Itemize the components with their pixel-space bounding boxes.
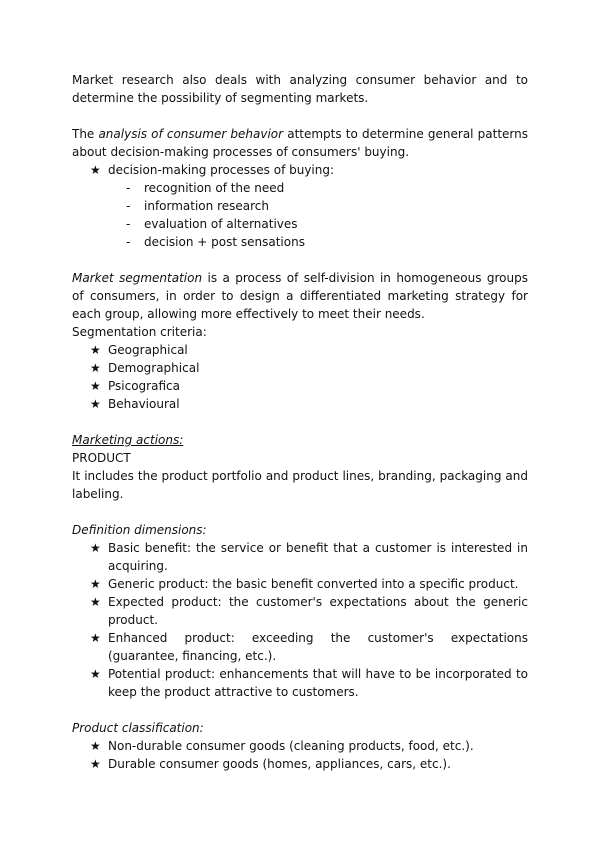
list-item: - decision + post sensations	[126, 235, 305, 249]
dash-bullet-icon: -	[126, 217, 131, 231]
dash-bullet-icon: -	[126, 235, 131, 249]
list-item: ★ decision-making processes of buying:	[90, 163, 335, 177]
list-item: - recognition of the need	[126, 181, 285, 195]
product-description: It includes the product portfolio and product lines, branding, packaging and labeling.	[72, 469, 528, 501]
dash-bullet-icon: -	[126, 199, 131, 213]
star-bullet-icon: ★	[90, 343, 101, 357]
list-item: ★ Generic product: the basic benefit converted into a specific product.	[90, 577, 519, 591]
decision-list	[72, 161, 528, 179]
list-item: ★ Durable consumer goods (homes, appliances, cars, etc.).	[90, 757, 451, 771]
list-item: - information research	[126, 199, 269, 213]
dash-bullet-icon: -	[126, 181, 131, 195]
list-item: - evaluation of alternatives	[126, 217, 298, 231]
star-bullet-icon: ★	[90, 595, 101, 609]
intro-paragraph: Market research also deals with analyzing consumer behavior and to determine the possibility of segmenting markets.	[72, 73, 528, 105]
star-bullet-icon: ★	[90, 541, 101, 555]
segmentation-criteria-list	[72, 341, 528, 413]
consumer-behavior-post: attempts to determine general patterns about decision-making processes of consumers' buying.	[72, 127, 528, 159]
star-bullet-icon: ★	[90, 667, 101, 681]
star-bullet-icon: ★	[90, 361, 101, 375]
marketing-actions-heading: Marketing actions:	[72, 433, 184, 447]
list-item: ★ Geographical	[90, 343, 188, 357]
list-item: ★ Behavioural	[90, 397, 180, 411]
product-title: PRODUCT	[72, 451, 131, 465]
star-bullet-icon: ★	[90, 163, 101, 177]
list-item: ★ Demographical	[90, 361, 200, 375]
definition-list	[72, 539, 528, 701]
star-bullet-icon: ★	[90, 739, 101, 753]
list-item: ★ Non-durable consumer goods (cleaning products, food, etc.).	[90, 739, 474, 753]
list-item: ★ Enhanced product: exceeding the customer's expectations (guarantee, financing, etc.).	[90, 631, 528, 663]
segmentation-paragraph: Market segmentation is a process of self-division in homogeneous groups of consumers, in order to design a differentiated marketing strategy for each group, allowing more effectively to meet their needs.	[72, 271, 529, 321]
list-item: ★ Potential product: enhancements that will have to be incorporated to keep the product attractive to customers.	[90, 667, 528, 699]
definition-heading: Definition dimensions:	[72, 523, 207, 537]
classification-list	[72, 737, 528, 773]
list-item: ★ Basic benefit: the service or benefit that a customer is interested in acquiring.	[90, 541, 528, 573]
consumer-behavior-paragraph	[72, 125, 528, 161]
star-bullet-icon: ★	[90, 577, 101, 591]
consumer-behavior-term: analysis of consumer behavior	[98, 127, 284, 141]
list-item: ★ Expected product: the customer's expectations about the generic product.	[90, 595, 528, 627]
star-bullet-icon: ★	[90, 757, 101, 771]
classification-heading: Product classification:	[72, 721, 204, 735]
star-bullet-icon: ★	[90, 397, 101, 411]
star-bullet-icon: ★	[90, 631, 101, 645]
decision-steps-list	[72, 179, 528, 251]
segmentation-term: Market segmentation	[72, 271, 203, 285]
segmentation-criteria-label: Segmentation criteria:	[72, 325, 207, 339]
list-item: ★ Psicografica	[90, 379, 180, 393]
star-bullet-icon: ★	[90, 379, 101, 393]
consumer-behavior-pre: The	[72, 127, 99, 141]
